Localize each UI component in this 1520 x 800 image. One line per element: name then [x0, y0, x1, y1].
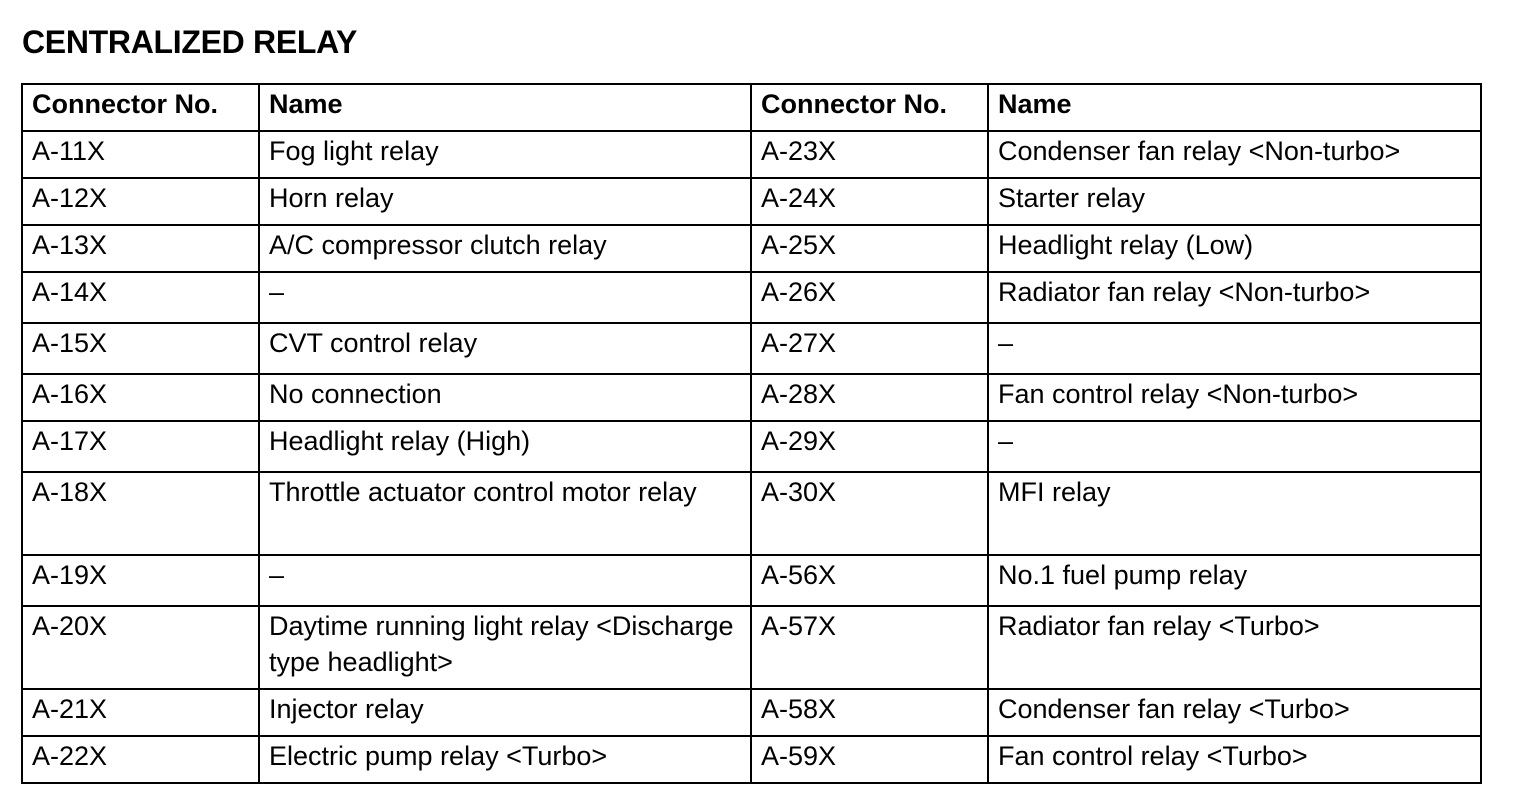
connector-cell: A-56X [751, 555, 988, 606]
connector-cell: A-12X [22, 178, 259, 225]
table-row [22, 689, 1481, 736]
relay-name-cell: Throttle actuator control motor relay [259, 472, 751, 555]
connector-cell: A-27X [751, 323, 988, 374]
connector-cell: A-24X [751, 178, 988, 225]
header-connector-no-right: Connector No. [751, 84, 988, 131]
relay-name-cell: CVT control relay [259, 323, 751, 374]
relay-name-cell: No.1 fuel pump relay [988, 555, 1481, 606]
table-row [22, 374, 1481, 421]
table-row [22, 606, 1481, 689]
relay-name-cell: Radiator fan relay <Non-turbo> [988, 272, 1481, 323]
table-row [22, 421, 1481, 472]
connector-cell: A-30X [751, 472, 988, 555]
relay-name-cell: Headlight relay (Low) [988, 225, 1481, 272]
connector-cell: A-14X [22, 272, 259, 323]
table-row [22, 555, 1481, 606]
relay-name-cell: Fan control relay <Non-turbo> [988, 374, 1481, 421]
relay-name-cell: No connection [259, 374, 751, 421]
connector-cell: A-22X [22, 736, 259, 783]
relay-name-cell: – [988, 421, 1481, 472]
relay-name-cell: – [259, 272, 751, 323]
relay-name-cell: Daytime running light relay <Discharge type headlight> [259, 606, 751, 689]
relay-name-cell: Condenser fan relay <Non-turbo> [988, 131, 1481, 178]
header-name-right: Name [988, 84, 1481, 131]
relay-name-cell: – [988, 323, 1481, 374]
relay-name-cell: Horn relay [259, 178, 751, 225]
connector-cell: A-18X [22, 472, 259, 555]
connector-cell: A-57X [751, 606, 988, 689]
table-row [22, 323, 1481, 374]
relay-name-cell: A/C compressor clutch relay [259, 225, 751, 272]
connector-cell: A-13X [22, 225, 259, 272]
relay-name-cell: MFI relay [988, 472, 1481, 555]
table-row [22, 736, 1481, 783]
connector-cell: A-26X [751, 272, 988, 323]
relay-name-cell: – [259, 555, 751, 606]
relay-name-cell: Starter relay [988, 178, 1481, 225]
relay-name-cell: Fog light relay [259, 131, 751, 178]
relay-name-cell: Fan control relay <Turbo> [988, 736, 1481, 783]
page-title: CENTRALIZED RELAY [22, 24, 358, 60]
connector-cell: A-58X [751, 689, 988, 736]
connector-cell: A-19X [22, 555, 259, 606]
table-row [22, 472, 1481, 555]
connector-cell: A-23X [751, 131, 988, 178]
table-row [22, 131, 1481, 178]
table-header-row [22, 84, 1481, 131]
connector-cell: A-29X [751, 421, 988, 472]
connector-cell: A-28X [751, 374, 988, 421]
table-row [22, 272, 1481, 323]
relay-name-cell: Condenser fan relay <Turbo> [988, 689, 1481, 736]
connector-cell: A-16X [22, 374, 259, 421]
connector-cell: A-59X [751, 736, 988, 783]
header-name-left: Name [259, 84, 751, 131]
table-row [22, 225, 1481, 272]
connector-cell: A-15X [22, 323, 259, 374]
table-row [22, 178, 1481, 225]
connector-cell: A-11X [22, 131, 259, 178]
relay-table [21, 83, 1482, 784]
connector-cell: A-17X [22, 421, 259, 472]
relay-name-cell: Radiator fan relay <Turbo> [988, 606, 1481, 689]
connector-cell: A-20X [22, 606, 259, 689]
relay-name-cell: Electric pump relay <Turbo> [259, 736, 751, 783]
relay-name-cell: Injector relay [259, 689, 751, 736]
connector-cell: A-21X [22, 689, 259, 736]
relay-name-cell: Headlight relay (High) [259, 421, 751, 472]
connector-cell: A-25X [751, 225, 988, 272]
header-connector-no-left: Connector No. [22, 84, 259, 131]
